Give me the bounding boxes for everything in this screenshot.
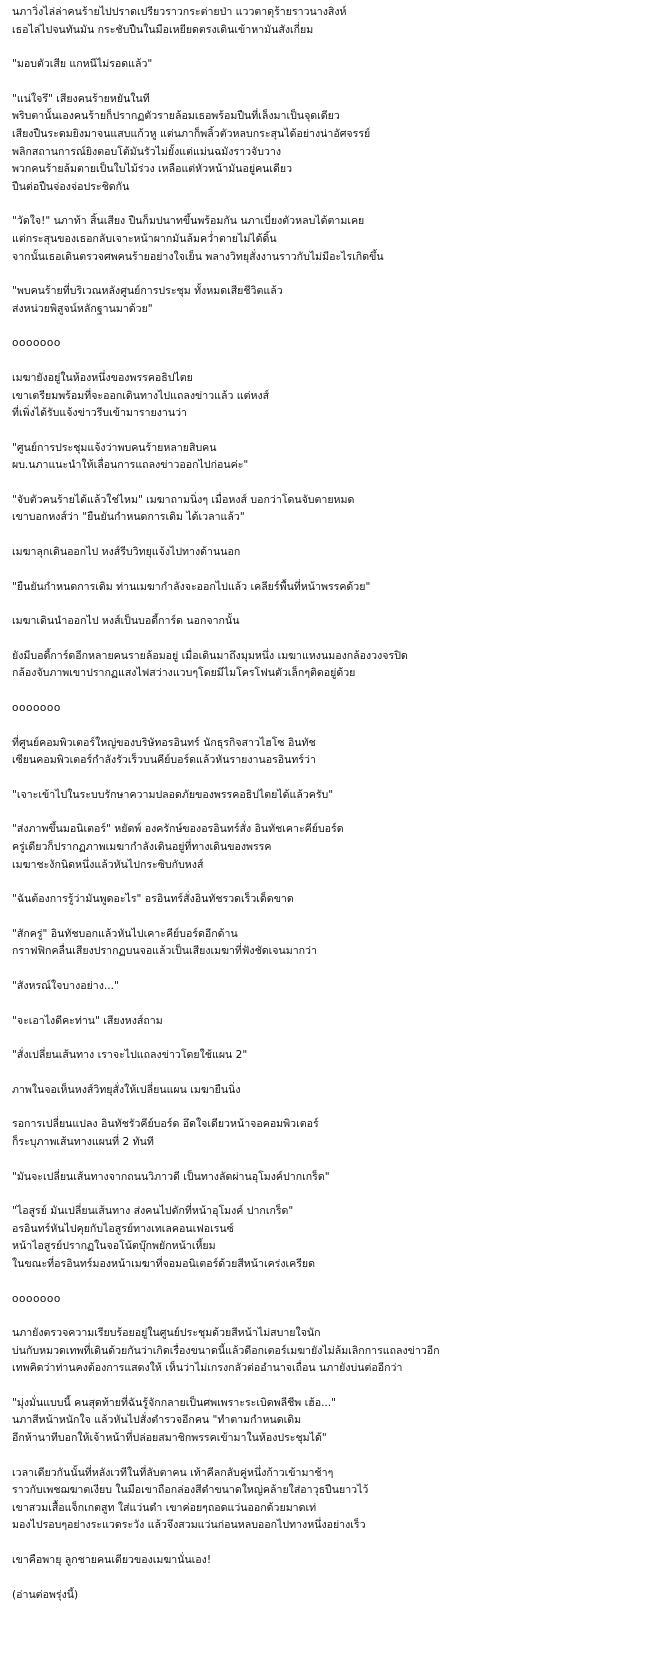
story-paragraph <box>12 1465 641 1535</box>
story-paragraph <box>12 1169 641 1187</box>
story-paragraph <box>12 891 641 909</box>
text-line: เวลาเดียวกันนั้นที่หลังเวทีในที่ลับตาคน เท้าคีลกลับคู่หนึ่งก้าวเข้ามาช้าๆ <box>12 1466 334 1479</box>
text-line: "สังหรณ์ใจบางอย่าง..." <box>12 979 119 992</box>
story-paragraph <box>12 370 641 423</box>
section-separator <box>12 700 641 718</box>
story-paragraph <box>12 926 641 961</box>
text-line: บ่นกับหมวดเทพที่เดินด้วยกันว่าเกิดเรื่องขนาดนี้แล้วดีอกเตอร์เมฆายังไม่ล้มเลิกการแถลงข่าวอีก <box>12 1344 440 1357</box>
text-line: ooooooo <box>12 702 61 715</box>
text-line: ส่งหน่วยพิสูจน์หลักฐานมาด้วย" <box>12 302 153 315</box>
story-paragraph <box>12 1552 641 1570</box>
text-line: "มันจะเปลี่ยนเส้นทางจากถนนวิภาวดี เป็นทางลัดผ่านอุโมงค์ปากเกร็ด" <box>12 1170 330 1183</box>
text-line: "มอบตัวเสีย แกหนีไม่รอดแล้ว" <box>12 58 153 71</box>
text-line: เมฆายังอยู่ในห้องหนึ่งของพรรคอธิปไตย <box>12 371 193 384</box>
text-line: "สักครู่" อินทัชบอกแล้วหันไปเคาะคีย์บอร์ดอีกด้าน <box>12 927 238 940</box>
story-paragraph <box>12 1082 641 1100</box>
text-line: ที่ศูนย์คอมพิวเตอร์ใหญ่ของบริษัทอรอินทร์ นักธุรกิจสาวไฮโซ อินทัช <box>12 736 316 749</box>
story-paragraph <box>12 579 641 597</box>
text-line: อรอินทร์หันไปคุยกับไอสูรย์ทางเทเลคอนเฟอเรนซ์ <box>12 1222 234 1235</box>
text-line: ยังมีบอดี้การ์ดอีกหลายคนรายล้อมอยู่ เมื่อเดินมาถึงมุมหนึ่ง เมฆาแหงนมองกล้องวงจรปิด <box>12 649 408 662</box>
story-paragraph <box>12 648 641 683</box>
text-line: เมฆาลุกเดินออกไป หงส์รีบวิทยุแจ้งไปทางด้านนอก <box>12 546 241 559</box>
story-paragraph <box>12 821 641 874</box>
section-separator <box>12 335 641 353</box>
text-line: "แน่ใจรึ" เสียงคนร้ายหยันในที <box>12 92 150 105</box>
text-line: ครู่เดียวก็ปรากฏภาพเมฆากำลังเดินอยู่ที่ทางเดินของพรรค <box>12 841 272 853</box>
text-line: ผบ.นภาแนะนำให้เลื่อนการแถลงข่าวออกไปก่อนค่ะ" <box>12 459 249 472</box>
text-line: ooooooo <box>12 337 61 350</box>
text-line: "จะเอาไงดีคะท่าน" เสียงหงส์ถาม <box>12 1014 163 1027</box>
story-paragraph <box>12 1116 641 1151</box>
story-paragraph <box>12 56 641 74</box>
text-line: มองไปรอบๆอย่างระแวดระวัง แล้วจึงสวมแว่นก่อนหลบออกไปทางหนึ่งอย่างเร็ว <box>12 1519 366 1532</box>
text-line: "จับตัวคนร้ายได้แล้วใช่ไหม" เมฆาถามนิ่งๆ เมื่อหงส์ บอกว่าโดนจับตายหมด <box>12 493 355 506</box>
text-line: (อ่านต่อพรุ่งนี้) <box>12 1588 79 1601</box>
text-line: นภาวิ่งไล่ล่าคนร้ายไปปราดเปรียวราวกระต่ายป่า แววตาดุร้ายราวนางสิงห์ <box>12 6 347 18</box>
text-line: เขาเตรียมพร้อมที่จะออกเดินทางไปแถลงข่าวแล้ว แต่หงส์ <box>12 389 270 402</box>
text-line: ราวกับเพชฌฆาตเงียบ ในมือเขาถือกล่องสีดำขนาดใหญ่คล้ายใส่อาวุธปืนยาวไว้ <box>12 1484 369 1497</box>
story-paragraph <box>12 492 641 527</box>
text-line: กล้องจับภาพเขาปรากฏแสงไฟสว่างแวบๆโดยมีไมโครโฟนตัวเล็กๆติดอยู่ด้วย <box>12 667 356 680</box>
story-paragraph <box>12 4 641 39</box>
text-line: "ยืนยันกำหนดการเดิม ท่านเมฆากำลังจะออกไปแล้ว เคลียร์พื้นที่หน้าพรรคด้วย" <box>12 580 371 593</box>
story-paragraph <box>12 978 641 996</box>
text-line: เขาบอกหงส์ว่า "ยืนยันกำหนดการเดิม ได้เวลาแล้ว" <box>12 511 245 524</box>
story-paragraph <box>12 613 641 631</box>
text-line: จากนั้นเธอเดินตรวจศพคนร้ายอย่างใจเย็น พลางวิทยุสั่งงานราวกับไม่มีอะไรเกิดขึ้น <box>12 250 384 263</box>
text-line: "เจาะเข้าไปในระบบรักษาความปลอดภัยของพรรคอธิปไตยได้แล้วครับ" <box>12 788 334 801</box>
story-paragraph <box>12 213 641 266</box>
story-paragraph <box>12 283 641 318</box>
text-line: ที่เพิ่งได้รับแจ้งข่าวรีบเข้ามารายงานว่า <box>12 407 187 420</box>
text-line: "ศูนย์การประชุมแจ้งว่าพบคนร้ายหลายสิบคน <box>12 441 217 454</box>
text-line: "มุ่งมั่นแบบนี้ คนสุดท้ายที่ฉันรู้จักกลายเป็นศพเพราะระเบิดพลีชีพ เฮ้อ..." <box>12 1396 337 1409</box>
text-line: ภาพในจอเห็นหงส์วิทยุสั่งให้เปลี่ยนแผน เมฆายืนนิ่ง <box>12 1083 241 1096</box>
story-paragraph <box>12 440 641 475</box>
text-line: เขาสวมเสื้อแจ็กเกตสูท ใส่แว่นดำ เขาค่อยๆถอดแว่นออกด้วยมาดเท่ <box>12 1501 317 1514</box>
text-line: พริบตานั้นเองคนร้ายก็ปรากฏตัวรายล้อมเธอพร้อมปืนที่เล็งมาเป็นจุดเดียว <box>12 110 340 123</box>
text-line: "ฉันต้องการรู้ว่ามันพูดอะไร" อรอินทร์สั่งอินทัชรวดเร็วเด็ดขาด <box>12 893 294 906</box>
story-paragraph <box>12 1203 641 1273</box>
section-separator <box>12 1291 641 1309</box>
story-paragraph <box>12 1013 641 1031</box>
story-paragraph <box>12 544 641 562</box>
text-line: นภายังตรวจความเรียบร้อยอยู่ในศูนย์ประชุมด้วยสีหน้าไม่สบายใจนัก <box>12 1327 321 1340</box>
text-line: แต่กระสุนของเธอกลับเจาะหน้าผากมันล้มคว่ำตายไม่ได้ดิ้น <box>12 232 277 245</box>
story-paragraph <box>12 1325 641 1378</box>
story-paragraph <box>12 1587 641 1605</box>
story-paragraph <box>12 91 641 197</box>
text-line: ปืนต่อปืนจ่องจ่อประชิดกัน <box>12 180 130 193</box>
text-line: รอการเปลี่ยนแปลง อินทัชรัวคีย์บอร์ด อึดใจเดียวหน้าจอคอมพิวเตอร์ <box>12 1118 319 1131</box>
text-line: เธอไล่ไปจนทันมัน กระชับปืนในมือเหยียดตรงเดินเข้าหามันสังเกี่ยม <box>12 23 314 36</box>
story-paragraph <box>12 1395 641 1448</box>
text-line: "พบคนร้ายที่บริเวณหลังศูนย์การประชุม ทั้งหมดเสียชีวิตแล้ว <box>12 285 283 298</box>
text-line: "ส่งภาพขึ้นมอนิเตอร์" หยัดพ์ องครักษ์ของอรอินทร์สั่ง อินทัชเคาะคีย์บอร์ด <box>12 823 344 836</box>
text-line: เสียงปืนระดมยิงมาจนแสบแก้วหู แต่นภาก็พลิ้วตัวหลบกระสุนได้อย่างน่าอัศจรรย์ <box>12 127 371 140</box>
text-line: เมฆาชะงักนิดหนึ่งแล้วหันไปกระซิบกับหงส์ <box>12 858 204 871</box>
story-paragraph <box>12 1047 641 1065</box>
text-line: นภาสีหน้าหนักใจ แล้วหันไปสั่งตำรวจอีกคน "ทำตามกำหนดเดิม <box>12 1414 302 1427</box>
text-line: ก็ระบุภาพเส้นทางแผนที่ 2 ทันที <box>12 1135 154 1148</box>
text-line: ooooooo <box>12 1292 61 1305</box>
text-line: เทพคิดว่าท่านคงต้องการแสดงให้ เห็นว่าไม่เกรงกลัวต่ออำนาจเถื่อน นภายังบ่นต่ออีกว่า <box>12 1362 403 1375</box>
text-line: "สั่งเปลี่ยนเส้นทาง เราจะไปแถลงข่าวโดยใช้แผน 2" <box>12 1049 248 1062</box>
story-paragraph <box>12 787 641 805</box>
story-paragraph <box>12 735 641 770</box>
text-line: "ไอสูรย์ มันเปลี่ยนเส้นทาง ส่งคนไปดักที่หน้าอุโมงค์ ปากเกร็ด" <box>12 1205 294 1218</box>
text-line: "วัดใจ!" นภาท้า สิ้นเสียง ปืนก็มปนาทขึ้นพร้อมกัน นภาเบี่ยงตัวหลบได้ตามเคย <box>12 215 365 228</box>
text-line: อีกห้านาทีบอกให้เจ้าหน้าที่ปล่อยสมาชิกพรรคเข้ามาในห้องประชุมได้" <box>12 1432 327 1445</box>
text-line: ในขณะที่อรอินทร์มองหน้าเมฆาที่จอมอนิเตอร์ด้วยสีหน้าเคร่งเครียด <box>12 1257 316 1270</box>
text-line: เซียนคอมพิวเตอร์กำลังรัวเร็วบนคีย์บอร์ดแล้วหันรายงานอรอินทร์ว่า <box>12 754 316 767</box>
text-line: หน้าไอสูรย์ปรากฏในจอโน้ตบุ๊กพยักหน้าเหี้ยม <box>12 1240 216 1253</box>
text-line: พลิกสถานการณ์ยิงตอบโต้มันรัวไม่ยั้งแต่แม่นฉมังราวจับวาง <box>12 145 282 158</box>
text-line: กราฟฟิกคลื่นเสียงปรากฏบนจอแล้วเป็นเสียงเมฆาที่ฟังชัดเจนมากว่า <box>12 945 317 958</box>
text-line: พวกคนร้ายล้มตายเป็นใบไม้ร่วง เหลือแต่หัวหน้ามันอยู่คนเดียว <box>12 163 293 176</box>
text-line: เมฆาเดินนำออกไป หงส์เป็นบอดี้การ์ด นอกจากนั้น <box>12 615 240 628</box>
text-line: เขาคือพายุ ลูกชายคนเดียวของเมฆานั่นเอง! <box>12 1554 212 1567</box>
